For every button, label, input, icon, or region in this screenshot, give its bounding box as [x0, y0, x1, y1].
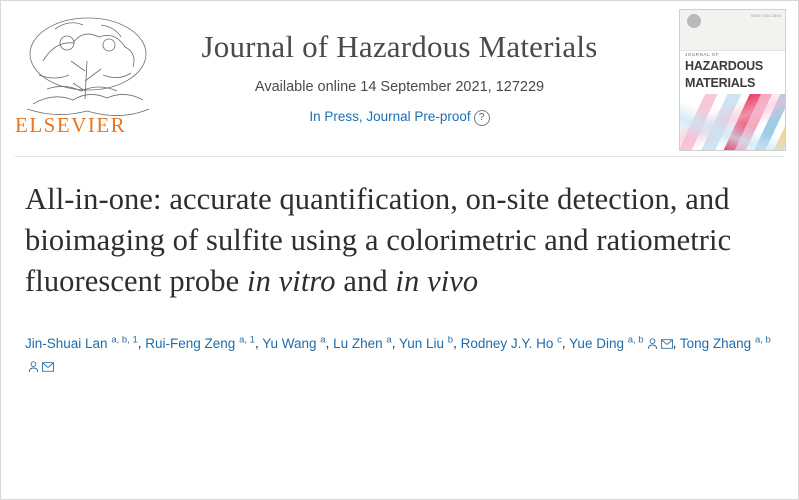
author-separator: , — [325, 335, 334, 351]
author-entry[interactable] — [461, 336, 562, 351]
article-title-italic2: in vivo — [395, 264, 479, 298]
author-entry[interactable] — [145, 336, 255, 351]
journal-cover-image[interactable] — [679, 9, 786, 151]
article-title-part1: All-in-one: accurate quantification, on-site detection, and bioimaging of sulfite using a colorimetric and ratiometric fluorescent probe — [25, 182, 732, 298]
cover-artwork — [680, 94, 785, 151]
article-block — [1, 157, 798, 378]
author-affiliation[interactable]: a, b — [754, 334, 771, 345]
article-title-italic1: in vitro — [247, 264, 336, 298]
author-separator: , — [137, 335, 146, 351]
author-name[interactable]: Lu Zhen — [333, 335, 383, 351]
author-entry[interactable] — [25, 336, 138, 351]
cover-masthead — [680, 10, 785, 51]
author-affiliation[interactable]: a, 1 — [239, 334, 255, 345]
author-name[interactable]: Rui-Feng Zeng — [145, 335, 236, 351]
author-affiliation[interactable]: a, b — [627, 334, 644, 345]
journal-header — [1, 1, 798, 156]
author-entry[interactable] — [262, 336, 325, 351]
availability-line: Available online 14 September 2021, 127229 — [254, 79, 545, 95]
publication-status-label: In Press, Journal Pre-proof — [309, 109, 471, 124]
author-separator: , — [561, 335, 570, 351]
cover-issn: ISSN 0304-3894 — [750, 14, 781, 18]
author-name[interactable]: Yue Ding — [569, 335, 624, 351]
author-separator: , — [391, 335, 399, 351]
author-entry[interactable] — [399, 336, 453, 351]
author-affiliation[interactable]: a, b, 1 — [111, 334, 138, 345]
person-icon[interactable] — [647, 338, 658, 350]
author-affiliation[interactable]: a — [320, 334, 326, 345]
author-separator: , — [254, 335, 263, 351]
author-affiliation[interactable]: a — [386, 334, 392, 345]
author-list — [25, 328, 774, 378]
author-name[interactable]: Tong Zhang — [679, 335, 752, 351]
cover-title-line1: HAZARDOUS — [685, 59, 764, 73]
cover-journal-of-label: JOURNAL OF — [685, 52, 720, 57]
author-affiliation[interactable]: b — [447, 334, 454, 345]
mail-icon[interactable] — [42, 361, 54, 373]
author-affiliation[interactable]: c — [557, 334, 562, 345]
author-name[interactable]: Yun Liu — [398, 335, 444, 351]
journal-title: Journal of Hazardous Materials — [201, 29, 598, 64]
article-title — [25, 179, 774, 302]
author-entry[interactable] — [569, 336, 672, 351]
mail-icon[interactable] — [661, 338, 673, 350]
cover-title-line2: MATERIALS — [685, 76, 756, 90]
elsevier-wordmark: ELSEVIER — [15, 113, 127, 137]
author-name[interactable]: Yu Wang — [262, 335, 317, 351]
person-icon[interactable] — [28, 361, 39, 373]
author-separator: , — [672, 335, 680, 351]
author-name[interactable]: Jin-Shuai Lan — [25, 335, 108, 351]
author-entry[interactable] — [333, 336, 392, 351]
help-icon[interactable]: ? — [474, 110, 490, 126]
article-title-and: and — [335, 264, 396, 298]
author-name[interactable]: Rodney J.Y. Ho — [460, 335, 554, 351]
cover-tree-icon — [686, 14, 702, 34]
author-separator: , — [453, 335, 461, 351]
